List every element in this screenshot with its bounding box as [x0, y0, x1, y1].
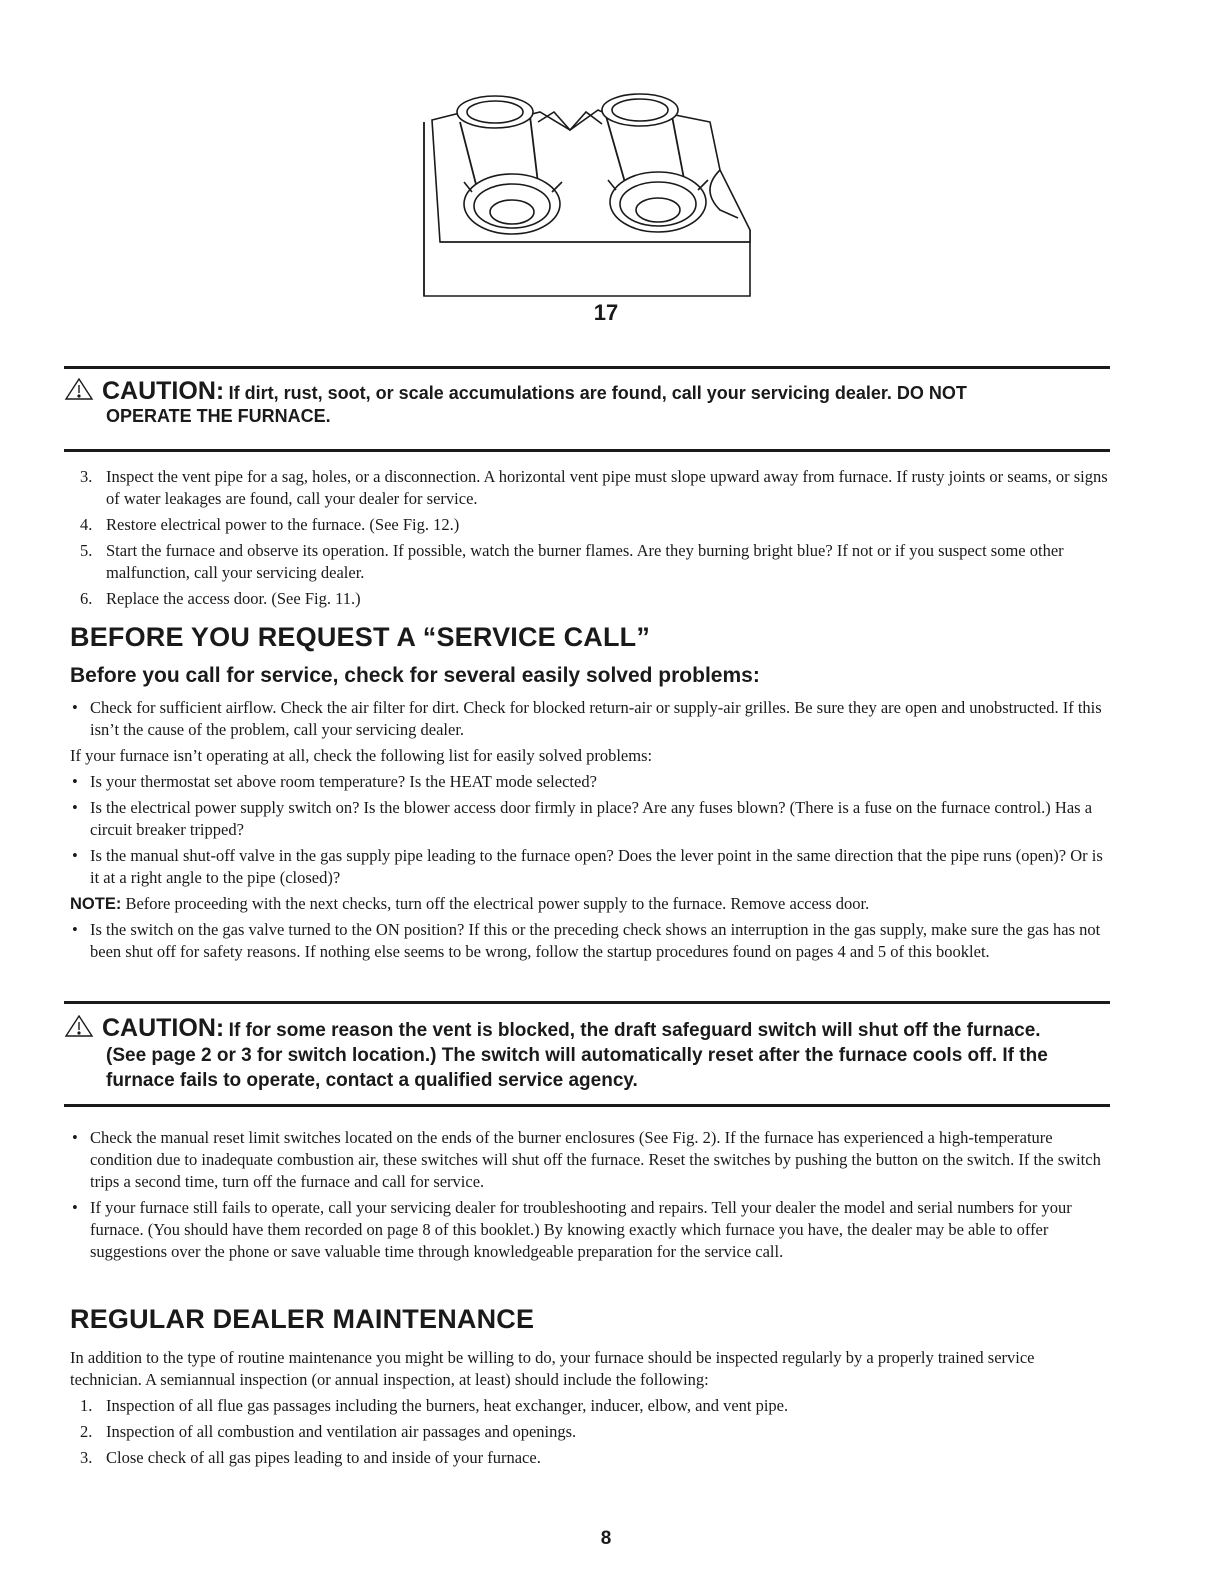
item-number: 2. [80, 1422, 93, 1441]
item-text: Is the electrical power supply switch on? Is the blower access door firmly in place? Are any fuses blown? (There is a fuse on the furnace control.) Has a circuit breaker tripped? [90, 798, 1093, 839]
caution-continuation: (See page 2 or 3 for switch location.) The switch will automatically reset after the furnace cools off. If the furnace fails to operate, contact a qualified service agency. [106, 1045, 1048, 1091]
divider-rule [64, 449, 1110, 452]
burner-tubes-figure [420, 82, 756, 300]
item-text: Restore electrical power to the furnace. (See Fig. 12.) [106, 515, 460, 534]
paragraph: In addition to the type of routine maintenance you might be willing to do, your furnace should be inspected regularly by a properly trained service technician. A semiannual inspection (or annual inspection, at least) should include the following: [70, 1348, 1035, 1389]
divider-rule [64, 1104, 1110, 1107]
service-checklist [70, 697, 1110, 967]
section-heading: REGULAR DEALER MAINTENANCE [70, 1304, 535, 1334]
item-text: Close check of all gas pipes leading to and inside of your furnace. [106, 1448, 541, 1467]
steps-list [70, 466, 1110, 614]
caution-message: If for some reason the vent is blocked, the draft safeguard switch will shut off the furnace. [228, 1020, 1041, 1041]
item-text: Is your thermostat set above room temperature? Is the HEAT mode selected? [90, 772, 597, 791]
caution-word: CAUTION: [102, 1014, 225, 1042]
paragraph: If your furnace isn’t operating at all, check the following list for easily solved problems: [70, 746, 653, 765]
list-item: • Is the manual shut-off valve in the gas supply pipe leading to the furnace open? Does the lever point in the same direction that the pipe runs (open)? Or is it at a right angle to the pipe (closed)? [72, 846, 1103, 887]
list-item: • Is your thermostat set above room temperature? Is the HEAT mode selected? [72, 772, 597, 791]
note-text: Before proceeding with the next checks, turn off the electrical power supply to the furnace. Remove access door. [125, 894, 870, 913]
item-text: If your furnace still fails to operate, call your servicing dealer for troubleshooting and repairs. Tell your dealer the model and serial numbers for your furnace. (You should have them recorded on page 8 of this booklet.) By knowing exactly which furnace you have, the dealer may be able to offer suggestions over the phone or save valuable time through knowledgeable preparation for the service call. [90, 1198, 1072, 1261]
list-item [70, 588, 1110, 610]
section-subheading: Before you call for service, check for several easily solved problems: [70, 664, 760, 687]
warning-triangle-icon [64, 377, 94, 401]
caution-word: CAUTION: [102, 377, 225, 405]
warning-triangle-icon [64, 1014, 94, 1038]
list-item [70, 1395, 1110, 1417]
item-text: Start the furnace and observe its operation. If possible, watch the burner flames. Are they burning bright blue? If not or if you suspect some other malfunction, call your servicing dealer. [106, 541, 1064, 582]
burner-tubes-diagram [420, 82, 756, 300]
item-number: 3. [80, 467, 93, 486]
list-item [70, 1421, 1110, 1443]
note-label: NOTE: [70, 895, 122, 913]
list-item [70, 466, 1110, 510]
item-text: Inspection of all combustion and ventilation air passages and openings. [106, 1422, 577, 1441]
item-text: Inspection of all flue gas passages including the burners, heat exchanger, inducer, elbow, and vent pipe. [106, 1396, 789, 1415]
item-number: 5. [80, 541, 93, 560]
list-item [70, 540, 1110, 584]
list-item: • Check the manual reset limit switches located on the ends of the burner enclosures (See Fig. 2). If the furnace has experienced a high-temperature condition due to inadequate combustion air, these switches will shut off the furnace. Reset the switches by pushing the button on the switch. If the switch trips a second time, turn off the furnace and call for service. [72, 1128, 1101, 1191]
item-text: Inspect the vent pipe for a sag, holes, or a disconnection. A horizontal vent pipe must slope upward away from furnace. If rusty joints or seams, or signs of water leakages are found, call your dealer for service. [106, 467, 1108, 508]
list-item [70, 1447, 1110, 1469]
divider-rule [64, 366, 1110, 369]
list-item: • Is the switch on the gas valve turned to the ON position? If this or the preceding check shows an interruption in the gas supply, make sure the gas has not been shut off for safety reasons. If nothing else seems to be wrong, follow the startup procedures found on pages 4 and 5 of this booklet. [72, 920, 1101, 961]
item-text: Check the manual reset limit switches located on the ends of the burner enclosures (See Fig. 2). If the furnace has experienced a high-temperature condition due to inadequate combustion air, these switches will shut off the furnace. Reset the switches by pushing the button on the switch. If the switch trips a second time, turn off the furnace and call for service. [90, 1128, 1101, 1191]
figure-number: 17 [593, 300, 619, 325]
divider-rule [64, 1001, 1110, 1004]
reset-checklist [70, 1127, 1110, 1267]
list-item: • If your furnace still fails to operate, call your servicing dealer for troubleshooting and repairs. Tell your dealer the model and serial numbers for your furnace. (You should have them recorded on page 8 of this booklet.) By knowing exactly which furnace you have, the dealer may be able to offer suggestions over the phone or save valuable time through knowledgeable preparation for the service call. [72, 1198, 1072, 1261]
caution-box [64, 377, 1110, 427]
item-text: Check for sufficient airflow. Check the air filter for dirt. Check for blocked return-air or supply-air grilles. Be sure they are open and unobstructed. If this isn’t the cause of the problem, call your servicing dealer. [90, 698, 1102, 739]
caution-continuation: OPERATE THE FURNACE. [106, 406, 331, 426]
list-item: • Check for sufficient airflow. Check the air filter for dirt. Check for blocked return-air or supply-air grilles. Be sure they are open and unobstructed. If this isn’t the cause of the problem, call your servicing dealer. [72, 698, 1102, 739]
list-item [70, 514, 1110, 536]
item-number: 3. [80, 1448, 93, 1467]
note-paragraph [70, 893, 1110, 915]
item-number: 1. [80, 1396, 93, 1415]
caution-message: If dirt, rust, soot, or scale accumulations are found, call your servicing dealer. DO NOT [228, 383, 967, 403]
maintenance-section [70, 1347, 1110, 1473]
item-text: Replace the access door. (See Fig. 11.) [106, 589, 361, 608]
item-text: Is the manual shut-off valve in the gas supply pipe leading to the furnace open? Does the lever point in the same direction that the pipe runs (open)? Or is it at a right angle to the pipe (closed)? [90, 846, 1103, 887]
list-item: • Is the electrical power supply switch on? Is the blower access door firmly in place? Are any fuses blown? (There is a fuse on the furnace control.) Has a circuit breaker tripped? [72, 798, 1093, 839]
page-number: 8 [600, 1528, 612, 1549]
caution-box [64, 1014, 1110, 1093]
item-text: Is the switch on the gas valve turned to the ON position? If this or the preceding check shows an interruption in the gas supply, make sure the gas has not been shut off for safety reasons. If nothing else seems to be wrong, follow the startup procedures found on pages 4 and 5 of this booklet. [90, 920, 1101, 961]
item-number: 6. [80, 589, 93, 608]
section-heading: BEFORE YOU REQUEST A “SERVICE CALL” [70, 622, 651, 652]
item-number: 4. [80, 515, 93, 534]
